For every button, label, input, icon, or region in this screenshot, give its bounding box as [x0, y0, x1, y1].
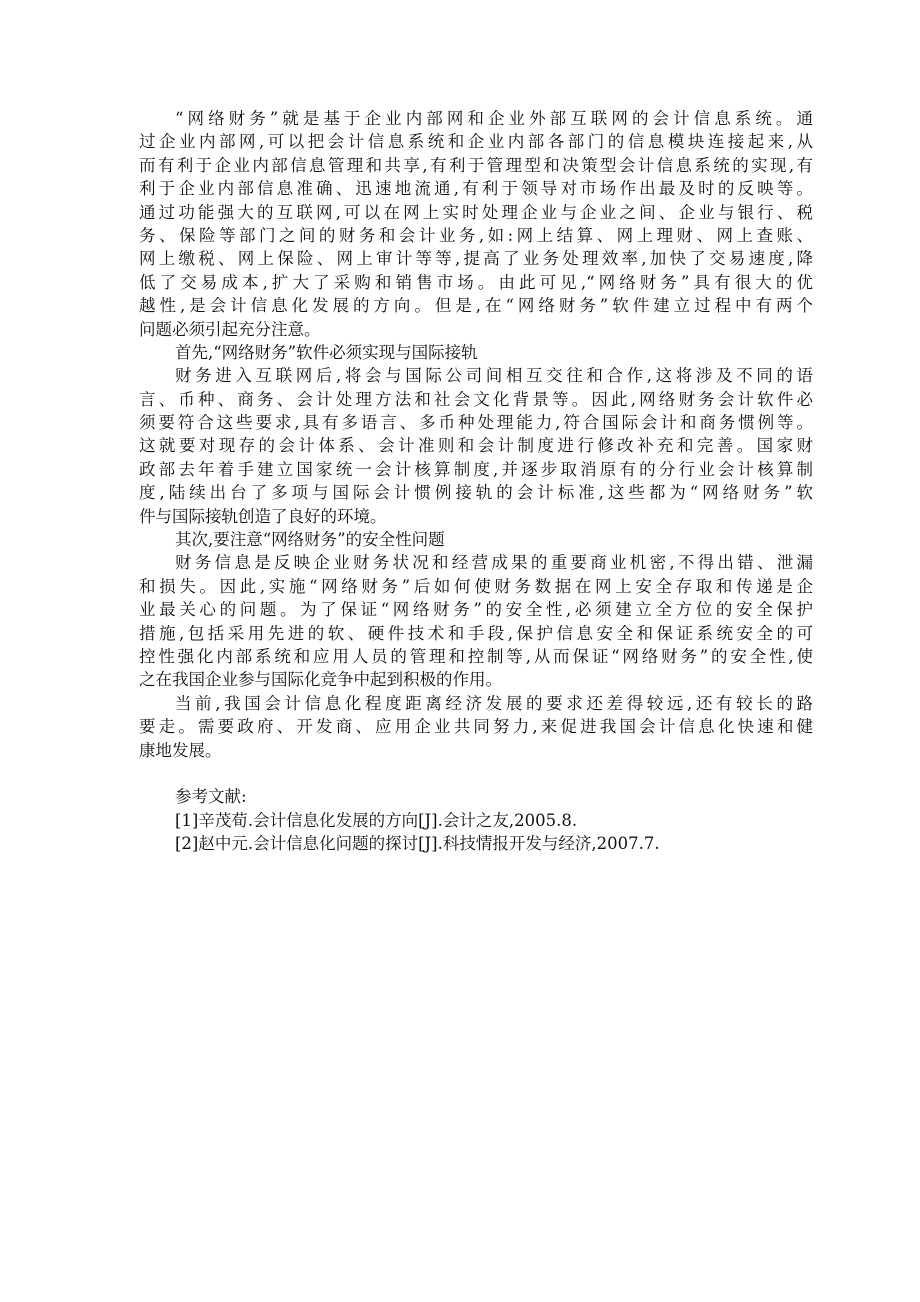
text-line: 首先,“网络财务”软件必须实现与国际接轨 [175, 342, 478, 362]
text-line: 度,陆续出台了多项与国际会计惯例接轨的会计标准,这些都为“网络财务”软 [139, 483, 813, 503]
text-line: 务、保险等部门之间的财务和会计业务,如:网上结算、网上理财、网上查账、 [139, 225, 813, 245]
text-line: 网上缴税、网上保险、网上审计等等,提高了业务处理效率,加快了交易速度,降 [139, 249, 813, 269]
text-line: 措施,包括采用先进的软、硬件技术和手段,保护信息安全和保证系统安全的可 [139, 623, 813, 643]
text-line: 要走。需要政府、开发商、应用企业共同努力,来促进我国会计信息化快速和健 [139, 717, 813, 737]
text-line: 而有利于企业内部信息管理和共享,有利于管理型和决策型会计信息系统的实现,有 [139, 155, 813, 175]
document-page [139, 107, 813, 856]
text-line: 财务信息是反映企业财务状况和经营成果的重要商业机密,不得出错、泄漏 [175, 553, 813, 573]
text-line: 财务进入互联网后,将会与国际公司间相互交往和合作,这将涉及不同的语 [175, 366, 813, 386]
text-line: 问题必须引起充分注意。 [139, 319, 321, 339]
text-line: “网络财务”就是基于企业内部网和企业外部互联网的会计信息系统。通 [175, 109, 813, 128]
text-line: 越性,是会计信息化发展的方向。但是,在“网络财务”软件建立过程中有两个 [139, 296, 813, 316]
reference-item: [2]赵中元.会计信息化问题的探讨[J].科技情报开发与经济,2007.7. [175, 834, 660, 854]
text-line: 之在我国企业参与国际化竞争中起到积极的作用。 [139, 670, 502, 690]
references-section [139, 785, 813, 855]
text-line: 当前,我国会计信息化程度距离经济发展的要求还差得较远,还有较长的路 [175, 693, 813, 713]
text-line: 业最关心的问题。为了保证“网络财务”的安全性,必须建立全方位的安全保护 [139, 600, 813, 620]
text-line: 言、币种、商务、会计处理方法和社会文化背景等。因此,网络财务会计软件必 [139, 389, 813, 409]
text-line: 低了交易成本,扩大了采购和销售市场。由此可见,“网络财务”具有很大的优 [139, 272, 813, 292]
text-line: 控性强化内部系统和应用人员的管理和控制等,从而保证“网络财务”的安全性,使 [139, 646, 813, 666]
body-text [139, 107, 813, 762]
text-line: 和损失。因此,实施“网络财务”后如何使财务数据在网上安全存取和传递是企 [139, 576, 813, 596]
text-line: 这就要对现存的会计体系、会计准则和会计制度进行修改补充和完善。国家财 [139, 436, 813, 456]
text-line: 过企业内部网,可以把会计信息系统和企业内部各部门的信息模块连接起来,从 [139, 132, 813, 152]
references-heading: 参考文献: [175, 787, 247, 807]
text-line: 其次,要注意“网络财务”的安全性问题 [175, 530, 445, 550]
text-line: 通过功能强大的互联网,可以在网上实时处理企业与企业之间、企业与银行、税 [139, 202, 813, 222]
text-line: 政部去年着手建立国家统一会计核算制度,并逐步取消原有的分行业会计核算制 [139, 459, 813, 479]
text-line: 件与国际接轨创造了良好的环境。 [139, 506, 387, 526]
text-line: 利于企业内部信息准确、迅速地流通,有利于领导对市场作出最及时的反映等。 [139, 179, 813, 199]
section-spacer [139, 762, 813, 785]
text-line: 须要符合这些要求,具有多语言、多币种处理能力,符合国际会计和商务惯例等。 [139, 413, 813, 433]
reference-item: [1]辛茂荀.会计信息化发展的方向[J].会计之友,2005.8. [175, 810, 578, 830]
text-line: 康地发展。 [139, 740, 222, 760]
